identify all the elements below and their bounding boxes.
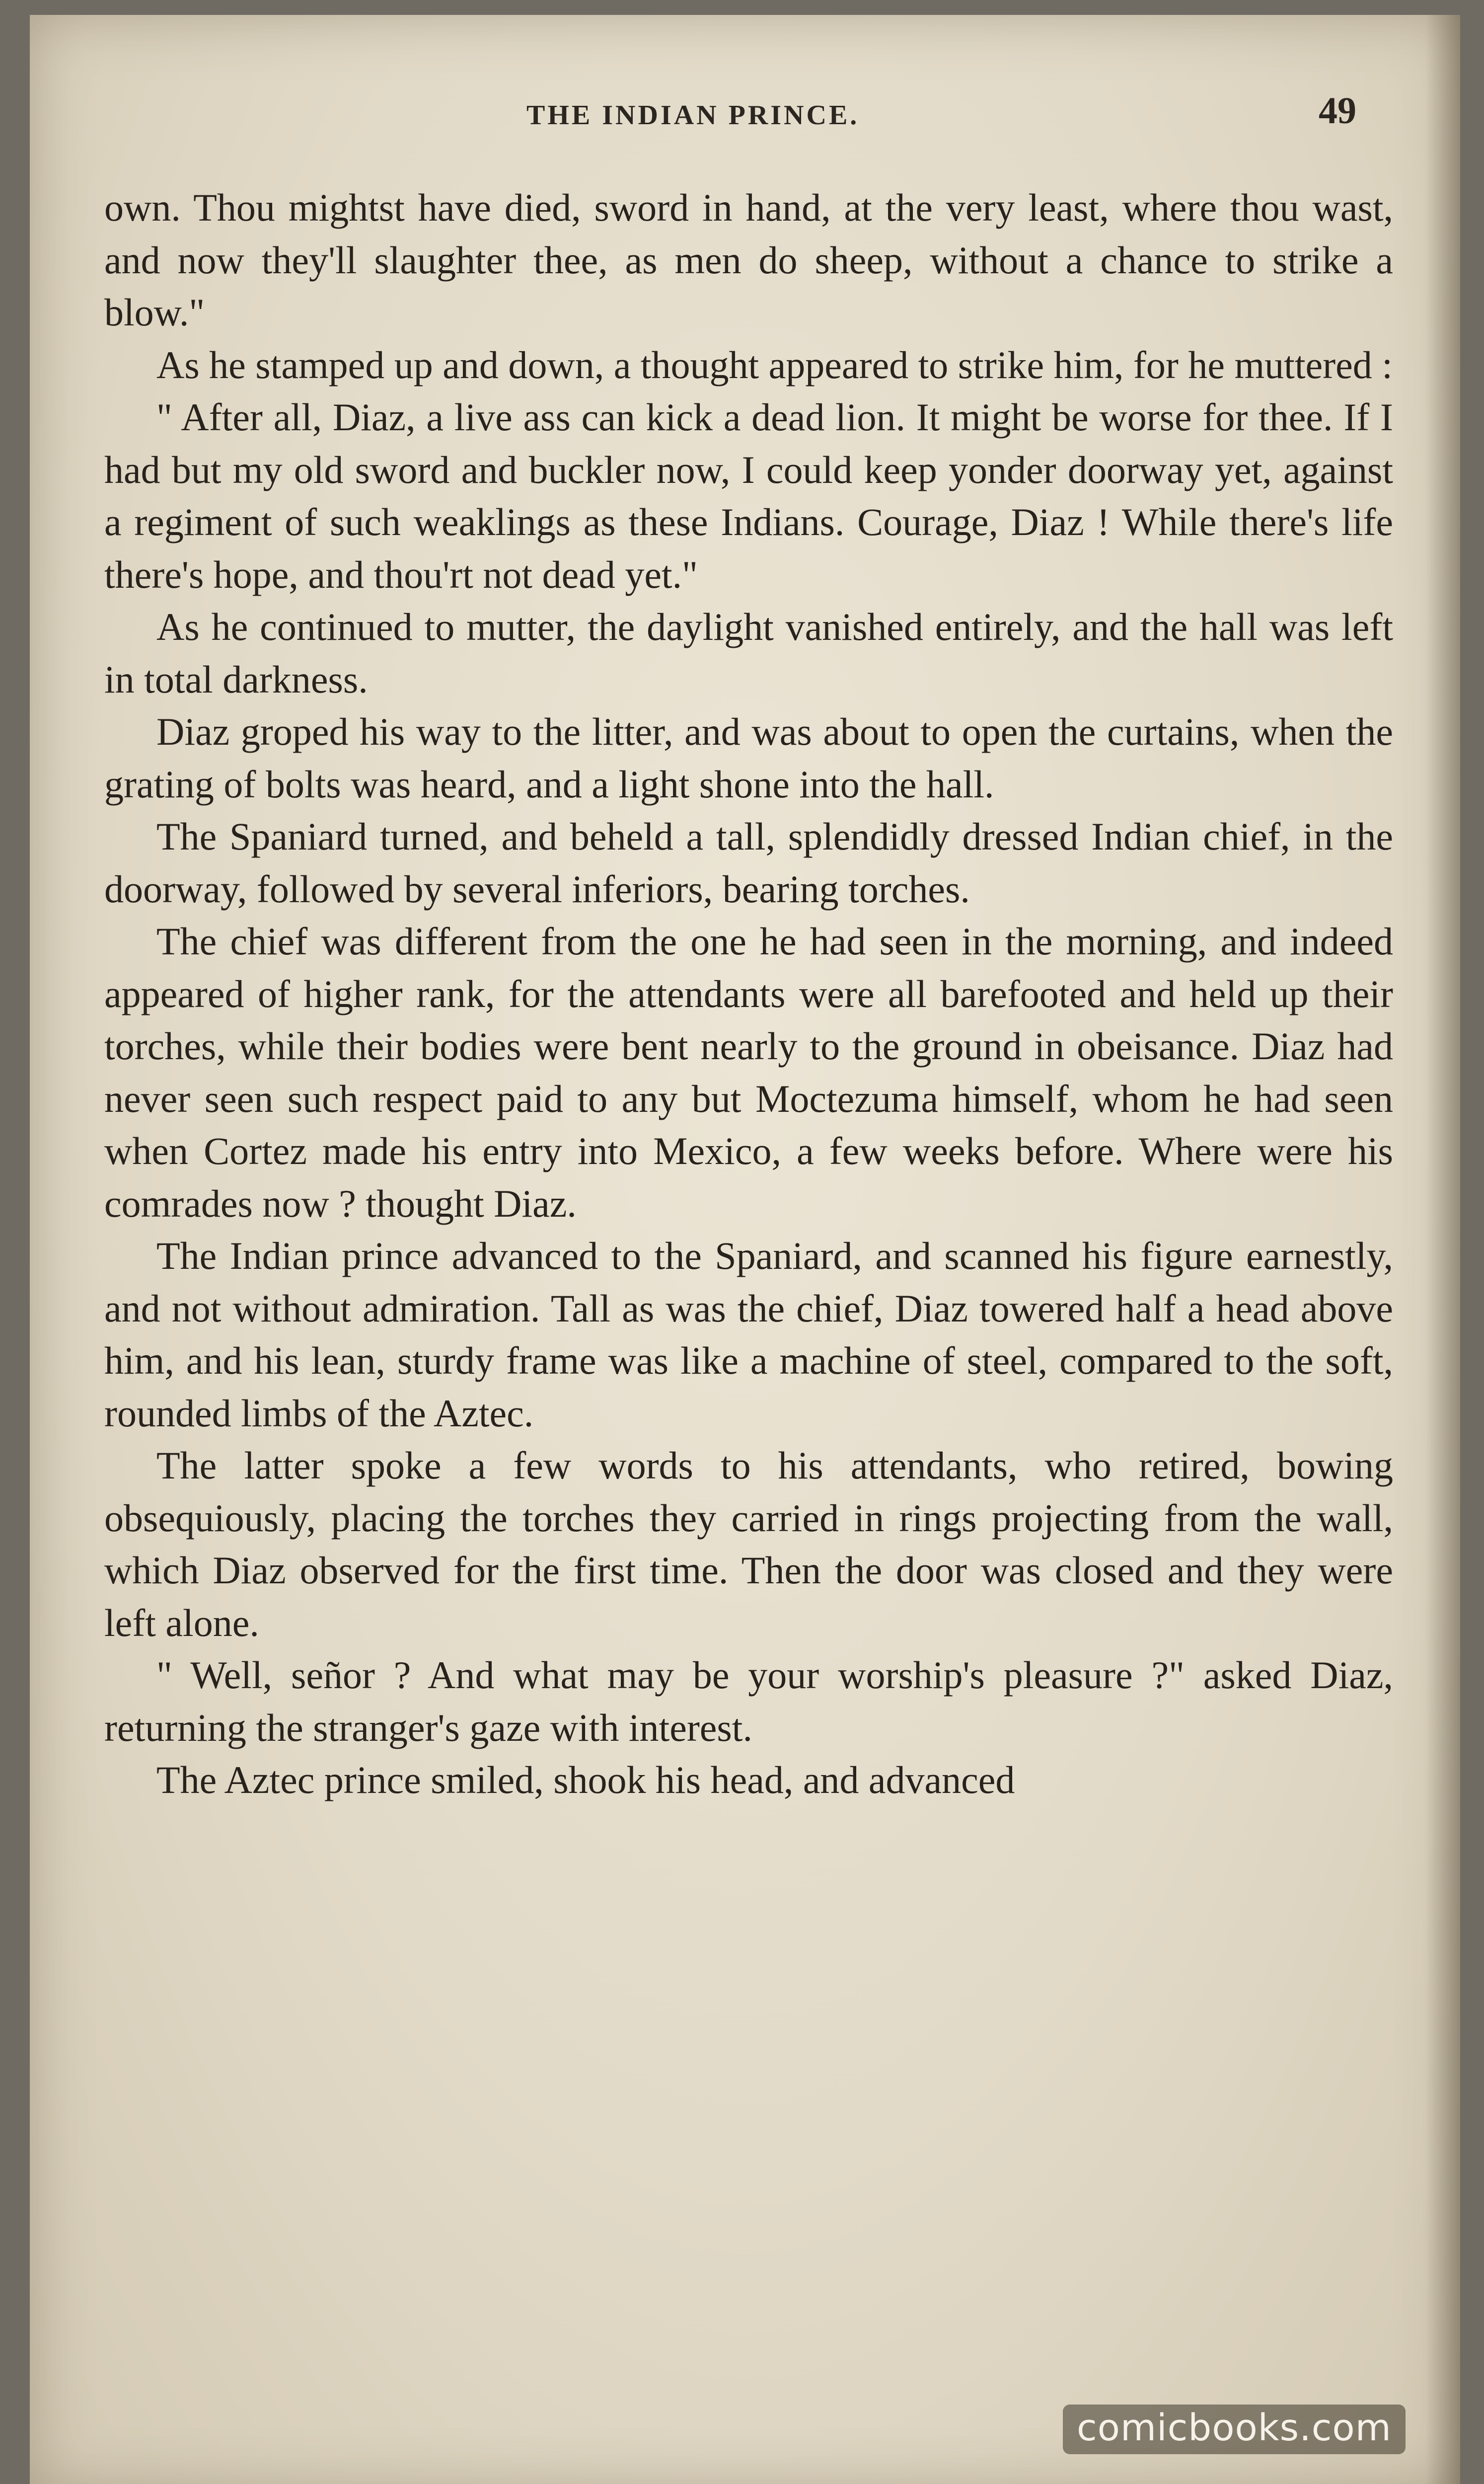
paragraph: " After all, Diaz, a live ass can kick a dead lion. It might be worse for thee. If I had but my old sword and buckler now, I could keep yonder doorway yet, against a regiment of such weaklings as these Indians. Courage, Diaz ! While there's life there's hope, and thou'rt not dead yet." xyxy=(104,395,1393,596)
book-page xyxy=(30,15,1460,2484)
paragraph: The Indian prince advanced to the Spaniard, and scanned his figure earnestly, and not without admiration. Tall as was the chief, Diaz towered half a head above him, and his lean, sturdy frame was like a machine of steel, compared to the soft, rounded limbs of the Aztec. xyxy=(104,1234,1393,1435)
paragraph: As he continued to mutter, the daylight vanished entirely, and the hall was left in total darkness. xyxy=(104,605,1393,701)
paragraph: The Aztec prince smiled, shook his head, and advanced xyxy=(156,1758,1015,1801)
paragraph: " Well, señor ? And what may be your worship's pleasure ?" asked Diaz, returning the stranger's gaze with interest. xyxy=(104,1653,1393,1749)
body-text xyxy=(104,181,1393,1806)
running-head xyxy=(30,89,1460,134)
paragraph: The chief was different from the one he had seen in the morning, and indeed appeared of higher rank, for the attendants were all barefooted and held up their torches, while their bodies were bent nearly to the ground in obeisance. Diaz had never seen such respect paid to any but Moctezuma himself, whom he had seen when Cortez made his entry into Mexico, a few weeks before. Where were his comrades now ? thought Diaz. xyxy=(104,920,1393,1225)
page-number: 49 xyxy=(1319,90,1356,132)
paragraph: The Spaniard turned, and beheld a tall, splendidly dressed Indian chief, in the doorway, followed by several inferiors, bearing torches. xyxy=(104,815,1393,911)
running-title: THE INDIAN PRINCE. xyxy=(526,100,860,131)
paragraph: The latter spoke a few words to his attendants, who retired, bowing obsequiously, placing the torches they carried in rings projecting from the wall, which Diaz observed for the first time. Then the door was closed and they were left alone. xyxy=(104,1444,1393,1644)
paragraph-continued: own. Thou mightst have died, sword in hand, at the very least, where thou wast, and now they'll slaughter thee, as men do sheep, without a chance to strike a blow." xyxy=(104,186,1393,334)
paragraph: As he stamped up and down, a thought appeared to strike him, for he muttered : xyxy=(156,343,1393,387)
watermark: comicbooks.com xyxy=(1063,2405,1406,2454)
paragraph: Diaz groped his way to the litter, and was about to open the curtains, when the grating of bolts was heard, and a light shone into the hall. xyxy=(104,710,1393,806)
